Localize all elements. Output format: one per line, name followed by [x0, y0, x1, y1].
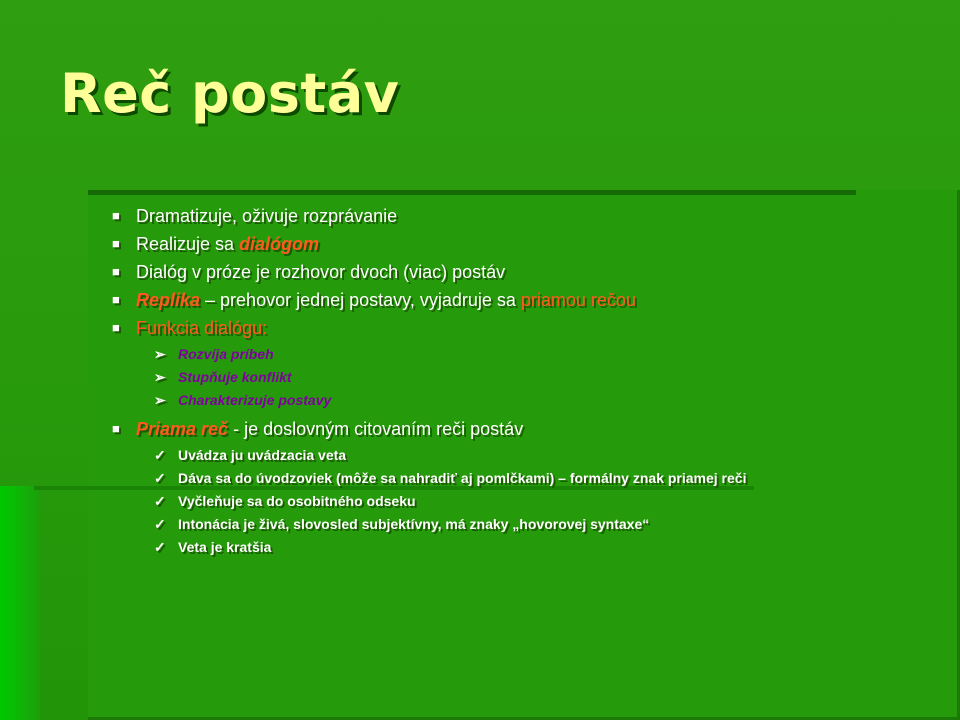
- sub-list-item: [154, 538, 912, 556]
- checkmark-icon: ✓: [154, 516, 166, 532]
- sub-list-item: [154, 391, 912, 409]
- square-bullet-icon: ■: [112, 236, 120, 251]
- checkmark-icon: ✓: [154, 447, 166, 463]
- checkmark-icon: ✓: [154, 539, 166, 555]
- list-item: [112, 289, 912, 311]
- list-item: [112, 418, 912, 440]
- item-text: Rozvíja príbeh: [178, 346, 274, 362]
- list-item: [112, 261, 912, 283]
- arrow-bullet-icon: ➢: [154, 369, 166, 385]
- list-item: [112, 317, 912, 339]
- square-bullet-icon: ■: [112, 421, 120, 436]
- item-text: Dáva sa do úvodzoviek (môže sa nahradiť aj pomlčkami) – formálny znak priamej reči: [178, 470, 747, 486]
- item-text: Stupňuje konflikt: [178, 369, 292, 385]
- arrow-bullet-icon: ➢: [154, 392, 166, 408]
- item-text: – prehovor jednej postavy, vyjadruje sa: [200, 290, 521, 310]
- panel-top-bar: [88, 190, 856, 195]
- square-bullet-icon: ■: [112, 292, 120, 307]
- item-text: Dialóg v próze je rozhovor dvoch (viac) postáv: [136, 262, 506, 282]
- bullet-list: [112, 205, 912, 561]
- sub-list-item: [154, 515, 912, 533]
- slide-title: Reč postáv: [60, 62, 400, 125]
- sub-list-item: [154, 345, 912, 363]
- sub-list-item: [154, 469, 918, 487]
- item-text: Uvádza ju uvádzacia veta: [178, 447, 347, 463]
- item-text: Dramatizuje, oživuje rozprávanie: [136, 206, 398, 226]
- checkmark-icon: ✓: [154, 493, 166, 509]
- list-item: [112, 233, 912, 255]
- arrow-bullet-icon: ➢: [154, 346, 166, 362]
- highlight-text: priamou rečou: [520, 290, 636, 310]
- sub-list-item: [154, 492, 912, 510]
- item-text: - je doslovným citovaním reči postáv: [228, 419, 524, 439]
- square-bullet-icon: ■: [112, 264, 120, 279]
- item-text: Realizuje sa: [136, 234, 240, 254]
- item-text: Charakterizuje postavy: [178, 392, 332, 408]
- item-text: Funkcia dialógu:: [136, 318, 268, 338]
- left-accent-bar: [0, 486, 40, 720]
- highlight-text: Priama reč: [136, 419, 229, 439]
- sub-list-item: [154, 446, 912, 464]
- item-text: Vyčleňuje sa do osobitného odseku: [178, 493, 416, 509]
- sub-list-item: [154, 368, 912, 386]
- checkmark-icon: ✓: [154, 470, 166, 486]
- item-text: Intonácia je živá, slovosled subjektívny, má znaky „hovorovej syntaxe“: [178, 516, 650, 532]
- list-item: [112, 205, 912, 227]
- item-text: Veta je kratšia: [178, 539, 272, 555]
- highlight-text: dialógom: [239, 234, 320, 254]
- square-bullet-icon: ■: [112, 208, 120, 223]
- square-bullet-icon: ■: [112, 320, 120, 335]
- highlight-text: Replika: [136, 290, 201, 310]
